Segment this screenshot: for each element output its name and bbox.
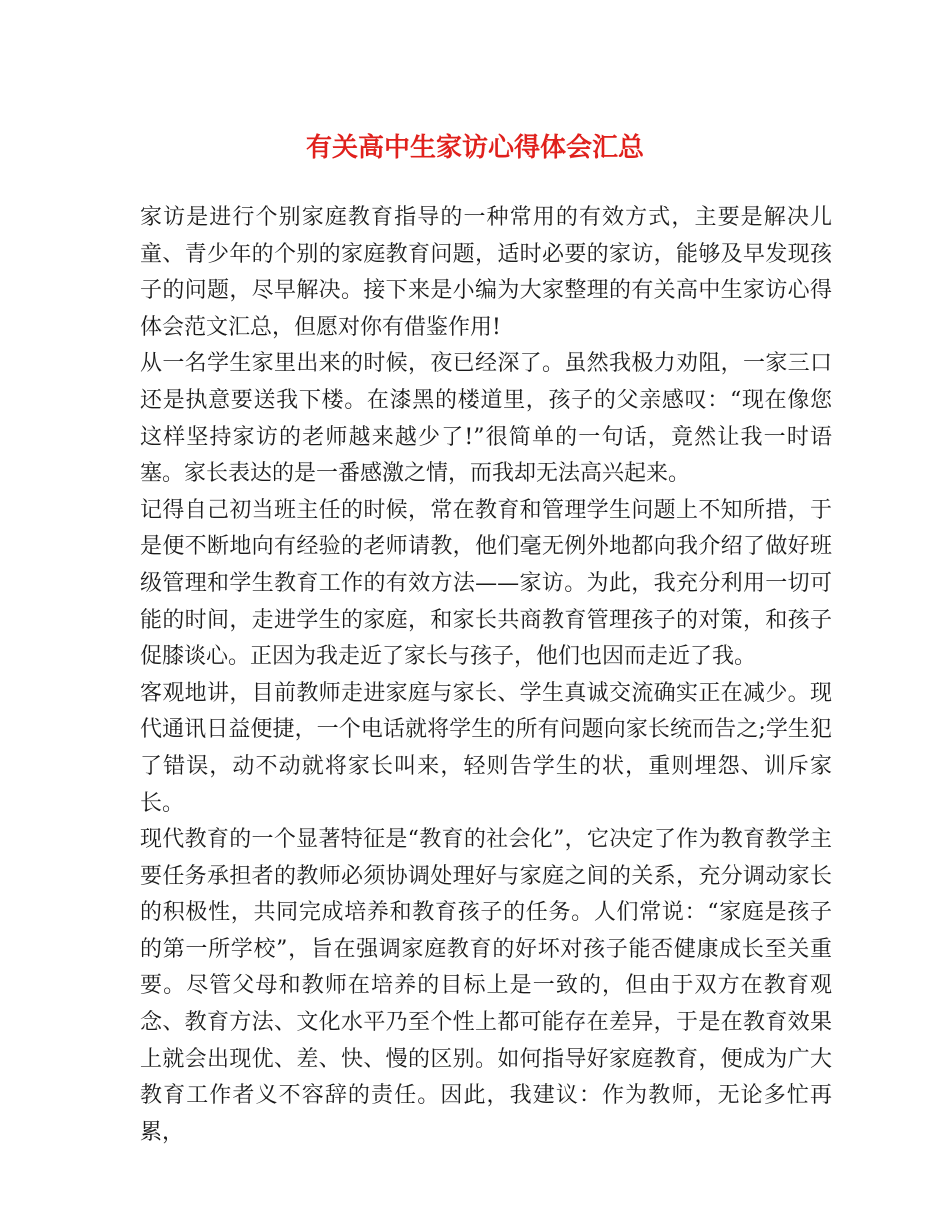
paragraph-intro: 家访是进行个别家庭教育指导的一种常用的有效方式，主要是解决儿童、青少年的个别的家庭教育问题，适时必要的家访，能够及早发现孩子的问题，尽早解决。接下来是小编为大家整理的有关高中生家访心得体会范文汇总，但愿对你有借鉴作用! (140, 205, 832, 340)
paragraph-night-visit: 从一名学生家里出来的时候，夜已经深了。虽然我极力劝阻，一家三口还是执意要送我下楼。在漆黑的楼道里，孩子的父亲感叹：“现在像您这样坚持家访的老师越来越少了!”很简单的一句话，竟然让我一时语塞。家长表达的是一番感激之情，而我却无法高兴起来。 (140, 351, 832, 487)
paragraph-first-teacher: 记得自己初当班主任的时候，常在教育和管理学生问题上不知所措，于是便不断地向有经验的老师请教，他们毫无例外地都向我介绍了做好班级管理和学生教育工作的有效方法——家访。为此，我充分利用一切可能的时间，走进学生的家庭，和家长共商教育管理孩子的对策，和孩子促膝谈心。正因为我走近了家长与孩子，他们也因而走近了我。 (140, 497, 832, 670)
document-title: 有关高中生家访心得体会汇总 (305, 133, 644, 163)
paragraph-modern-education: 现代教育的一个显著特征是“教育的社会化”，它决定了作为教育教学主要任务承担者的教师必须协调处理好与家庭之间的关系，充分调动家长的积极性，共同完成培养和教育孩子的任务。人们常说：“家庭是孩子的第一所学校”，旨在强调家庭教育的好坏对孩子能否健康成长至关重要。尽管父母和教师在培养的目标上是一致的，但由于双方在教育观念、教育方法、文化水平乃至个性上都可能存在差异，于是在教育效果上就会出现优、差、快、慢的区别。如何指导好家庭教育，便成为广大教育工作者义不容辞的责任。因此，我建议：作为教师，无论多忙再累， (140, 827, 832, 1145)
document-body (140, 200, 832, 1151)
paragraph-objective-view: 客观地讲，目前教师走进家庭与家长、学生真诚交流确实正在减少。现代通讯日益便捷，一个电话就将学生的所有问题向家长统而告之;学生犯了错误，动不动就将家长叫来，轻则告学生的状，重则埋怨、训斥家长。 (140, 680, 832, 816)
